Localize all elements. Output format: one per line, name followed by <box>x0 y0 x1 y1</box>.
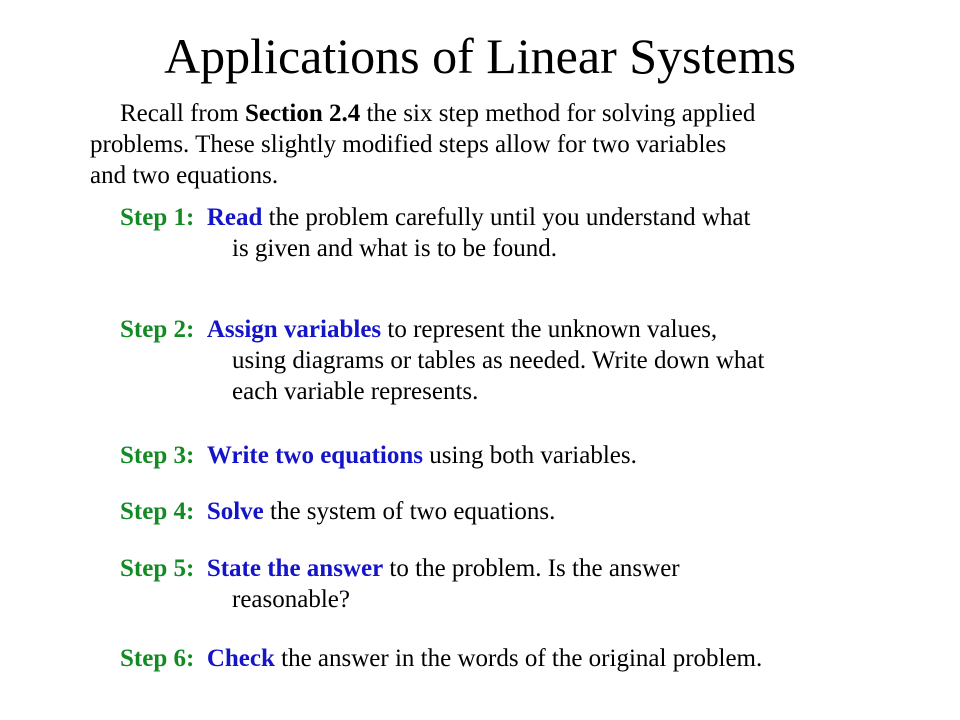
step-keyword: Read <box>206 204 263 231</box>
intro-line-3: and two equations. <box>90 162 279 189</box>
intro-text: the six step method for solving applied <box>360 100 756 127</box>
step-5-continuation: reasonable? <box>232 586 350 613</box>
intro-paragraph <box>90 98 930 191</box>
step-5-line <box>120 553 680 584</box>
step-text: the system of two equations. <box>263 498 556 525</box>
step-4 <box>120 496 555 527</box>
intro-line-2: problems. These slightly modified steps allow for two variables <box>90 131 727 158</box>
step-label: Step 3: <box>120 442 195 469</box>
step-text: the problem carefully until you understand what <box>262 204 751 231</box>
step-keyword: Check <box>206 645 275 672</box>
step-label: Step 5: <box>120 555 195 582</box>
step-label: Step 2: <box>120 316 195 343</box>
step-5 <box>120 553 680 615</box>
step-4-line <box>120 496 555 527</box>
step-text: using both variables. <box>423 442 637 469</box>
step-2-continuation: each variable represents. <box>232 378 479 405</box>
step-2-continuation: using diagrams or tables as needed. Write down what <box>232 347 765 374</box>
step-6-line <box>120 643 762 674</box>
slide-title: Applications of Linear Systems <box>164 28 796 84</box>
step-1-line <box>120 202 750 233</box>
step-label: Step 1: <box>120 204 195 231</box>
intro-line-1 <box>90 98 930 129</box>
step-3 <box>120 440 637 471</box>
step-2-line <box>120 314 764 345</box>
step-label: Step 6: <box>120 645 195 672</box>
intro-text: Recall from <box>120 100 245 127</box>
step-keyword: Assign variables <box>206 316 382 343</box>
step-keyword: Write two equations <box>206 442 424 469</box>
step-1-continuation: is given and what is to be found. <box>232 235 557 262</box>
step-text: the answer in the words of the original problem. <box>274 645 763 672</box>
step-2 <box>120 314 764 407</box>
step-keyword: State the answer <box>206 555 384 582</box>
step-label: Step 4: <box>120 498 195 525</box>
step-text: to represent the unknown values, <box>381 316 718 343</box>
step-3-line <box>120 440 637 471</box>
section-reference: Section 2.4 <box>244 100 361 127</box>
step-keyword: Solve <box>206 498 264 525</box>
step-1 <box>120 202 750 264</box>
step-text: to the problem. Is the answer <box>383 555 680 582</box>
step-6 <box>120 643 762 674</box>
